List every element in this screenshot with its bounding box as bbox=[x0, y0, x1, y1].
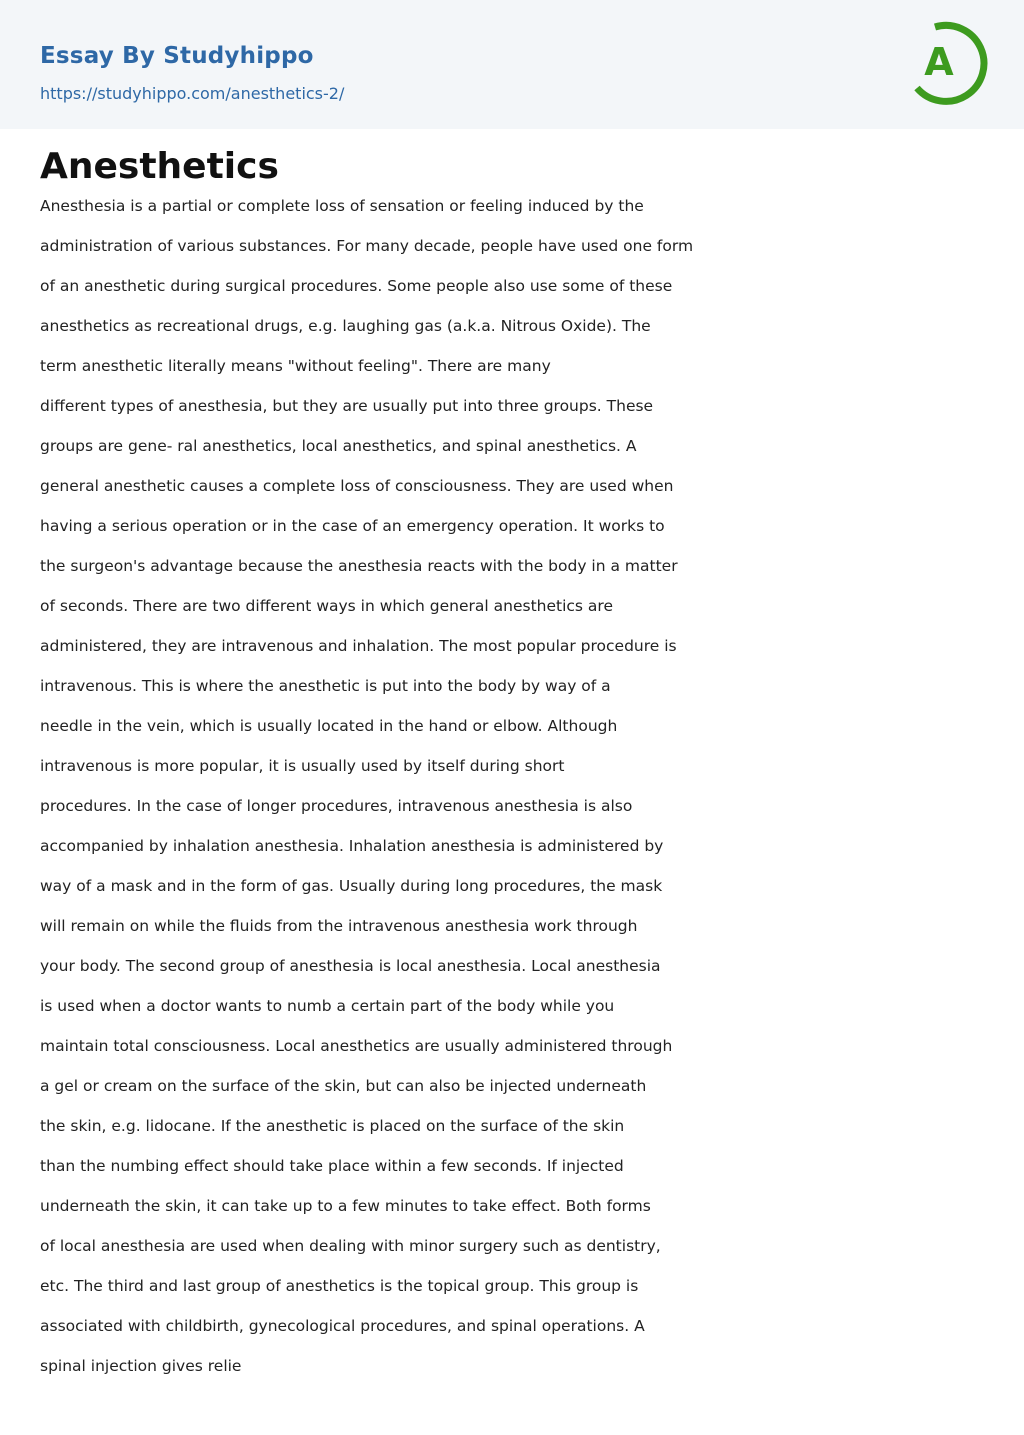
essay-line: than the numbing effect should take place within a few seconds. If injected bbox=[40, 1157, 624, 1175]
essay-body bbox=[40, 186, 740, 1386]
essay-line: administration of various substances. For many decade, people have used one form bbox=[40, 237, 694, 255]
essay-line: anesthetics as recreational drugs, e.g. laughing gas (a.k.a. Nitrous Oxide). The bbox=[40, 317, 651, 335]
header-banner bbox=[0, 0, 1024, 129]
logo-letter: A bbox=[924, 40, 954, 84]
essay-line: of local anesthesia are used when dealing with minor surgery such as dentistry, bbox=[40, 1237, 661, 1255]
essay-line: etc. The third and last group of anesthetics is the topical group. This group is bbox=[40, 1277, 639, 1295]
essay-line: administered, they are intravenous and inhalation. The most popular procedure is bbox=[40, 637, 677, 655]
page-title: Anesthetics bbox=[40, 146, 279, 187]
essay-line: needle in the vein, which is usually located in the hand or elbow. Although bbox=[40, 717, 618, 735]
essay-line: associated with childbirth, gynecological procedures, and spinal operations. A bbox=[40, 1317, 645, 1335]
essay-line: is used when a doctor wants to numb a certain part of the body while you bbox=[40, 997, 615, 1015]
essay-line: the skin, e.g. lidocane. If the anesthetic is placed on the surface of the skin bbox=[40, 1117, 625, 1135]
essay-line: spinal injection gives relie bbox=[40, 1357, 242, 1375]
essay-line: having a serious operation or in the case of an emergency operation. It works to bbox=[40, 517, 665, 535]
essay-line: groups are gene- ral anesthetics, local anesthetics, and spinal anesthetics. A bbox=[40, 437, 637, 455]
essay-line: intravenous. This is where the anesthetic is put into the body by way of a bbox=[40, 677, 611, 695]
essay-line: procedures. In the case of longer procedures, intravenous anesthesia is also bbox=[40, 797, 633, 815]
essay-line: a gel or cream on the surface of the skin, but can also be injected underneath bbox=[40, 1077, 647, 1095]
essay-line: of an anesthetic during surgical procedures. Some people also use some of these bbox=[40, 277, 673, 295]
essay-line: intravenous is more popular, it is usually used by itself during short bbox=[40, 757, 565, 775]
essay-line: your body. The second group of anesthesia is local anesthesia. Local anesthesia bbox=[40, 957, 661, 975]
essay-line: different types of anesthesia, but they are usually put into three groups. These bbox=[40, 397, 654, 415]
essay-line: accompanied by inhalation anesthesia. Inhalation anesthesia is administered by bbox=[40, 837, 664, 855]
essay-line: maintain total consciousness. Local anesthetics are usually administered through bbox=[40, 1037, 673, 1055]
essay-line: the surgeon's advantage because the anesthesia reacts with the body in a matter bbox=[40, 557, 678, 575]
essay-line: term anesthetic literally means "without feeling". There are many bbox=[40, 357, 551, 375]
essay-line: way of a mask and in the form of gas. Usually during long procedures, the mask bbox=[40, 877, 663, 895]
essay-line: of seconds. There are two different ways in which general anesthetics are bbox=[40, 597, 613, 615]
source-url-link[interactable]: https://studyhippo.com/anesthetics-2/ bbox=[40, 84, 345, 103]
circular-a-logo-icon bbox=[908, 18, 988, 106]
essay-line: underneath the skin, it can take up to a few minutes to take effect. Both forms bbox=[40, 1197, 651, 1215]
essay-line: will remain on while the fluids from the intravenous anesthesia work through bbox=[40, 917, 638, 935]
essay-line: general anesthetic causes a complete loss of consciousness. They are used when bbox=[40, 477, 674, 495]
brand-title: Essay By Studyhippo bbox=[40, 43, 314, 69]
essay-line: Anesthesia is a partial or complete loss of sensation or feeling induced by the bbox=[40, 197, 644, 215]
